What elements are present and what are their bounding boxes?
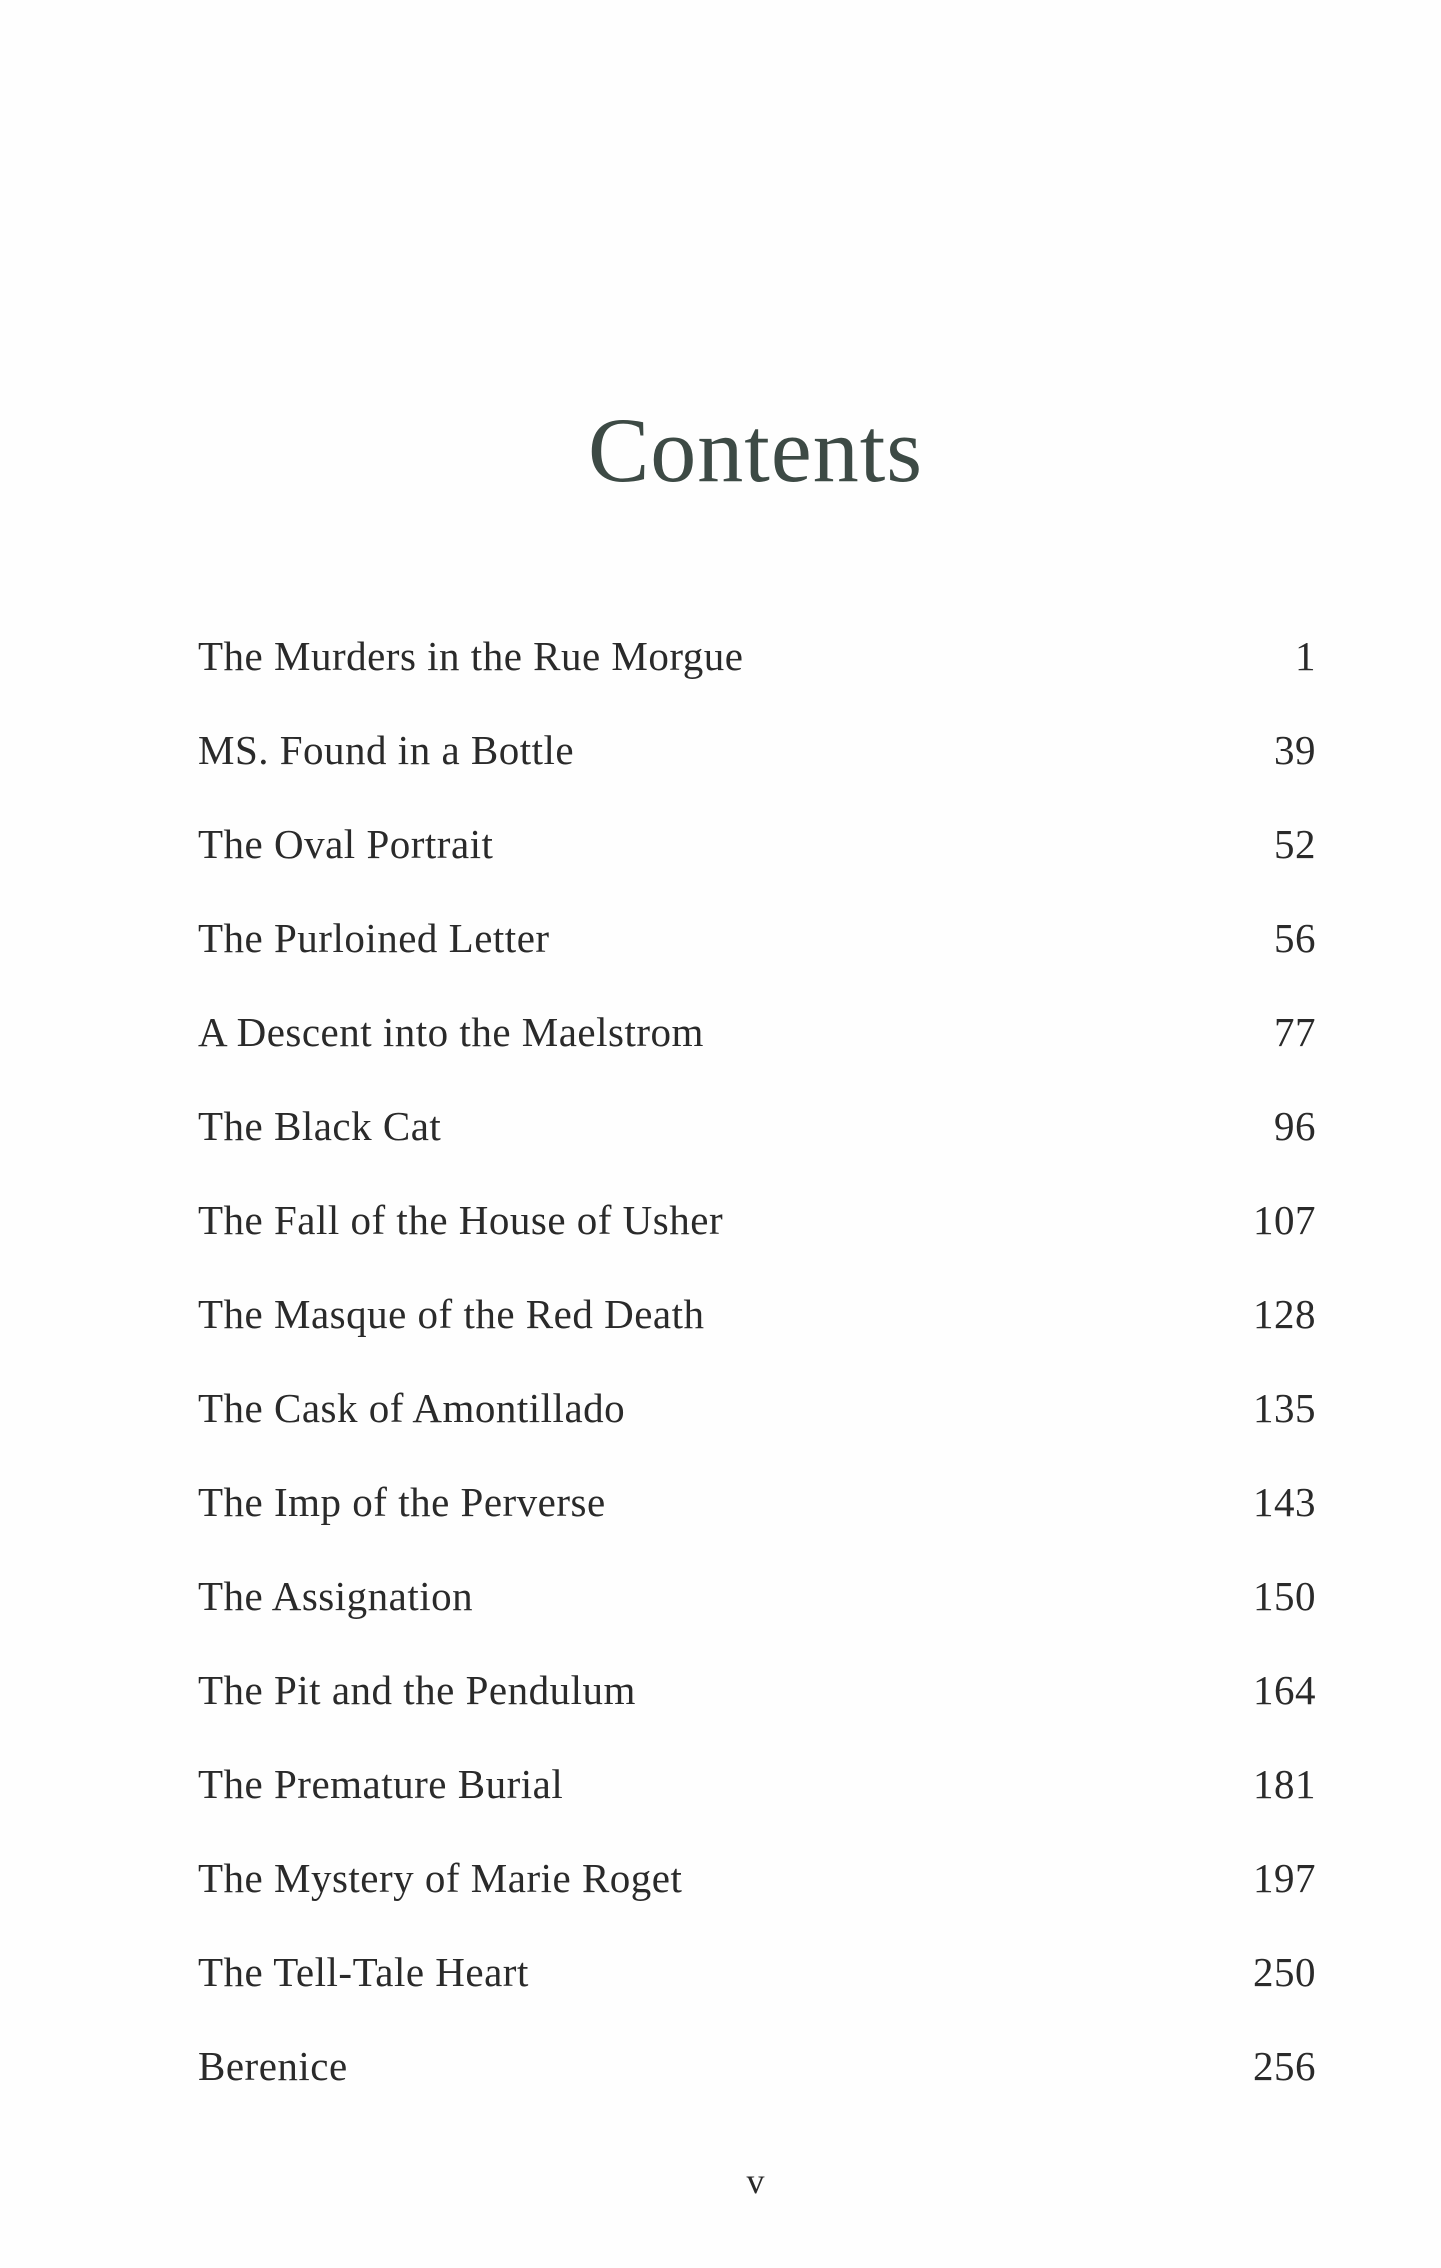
toc-entry-title: The Mystery of Marie Roget <box>198 1855 683 1901</box>
toc-entry <box>198 726 1316 820</box>
toc-entry-title: Berenice <box>198 2043 348 2089</box>
toc-entry <box>198 1760 1316 1854</box>
toc-entry-page: 107 <box>1253 1197 1316 1243</box>
table-of-contents <box>198 632 1316 2136</box>
toc-entry-page: 1 <box>1295 633 1316 679</box>
toc-entry-page: 164 <box>1253 1667 1316 1713</box>
toc-entry-page: 135 <box>1253 1385 1316 1431</box>
toc-entry <box>198 1196 1316 1290</box>
toc-entry-title: The Premature Burial <box>198 1761 564 1807</box>
toc-entry-title: A Descent into the Maelstrom <box>198 1009 704 1055</box>
toc-entry-page: 181 <box>1253 1761 1316 1807</box>
toc-entry-title: The Masque of the Red Death <box>198 1291 705 1337</box>
toc-entry-title: The Murders in the Rue Morgue <box>198 633 744 679</box>
toc-entry-page: 197 <box>1253 1855 1316 1901</box>
toc-entry-page: 39 <box>1274 727 1316 773</box>
toc-entry-title: The Oval Portrait <box>198 821 494 867</box>
toc-entry <box>198 1290 1316 1384</box>
toc-entry-page: 256 <box>1253 2043 1316 2089</box>
toc-entry-title: The Assignation <box>198 1573 474 1619</box>
toc-entry-title: The Fall of the House of Usher <box>198 1197 724 1243</box>
toc-entry-title: The Tell-Tale Heart <box>198 1949 529 1995</box>
toc-entry <box>198 1008 1316 1102</box>
toc-entry-page: 128 <box>1253 1291 1316 1337</box>
toc-entry <box>198 1572 1316 1666</box>
toc-entry <box>198 1102 1316 1196</box>
toc-entry <box>198 1854 1316 1948</box>
toc-entry-page: 150 <box>1253 1573 1316 1619</box>
toc-entry-page: 96 <box>1274 1103 1316 1149</box>
page-title: Contents <box>587 399 924 501</box>
toc-entry <box>198 914 1316 1008</box>
toc-entry <box>198 1666 1316 1760</box>
toc-entry-page: 52 <box>1274 821 1316 867</box>
toc-entry-title: The Imp of the Perverse <box>198 1479 606 1525</box>
toc-entry <box>198 1384 1316 1478</box>
page-number: v <box>746 2161 765 2201</box>
toc-entry-title: MS. Found in a Bottle <box>198 727 575 773</box>
toc-entry <box>198 820 1316 914</box>
toc-entry-page: 250 <box>1253 1949 1316 1995</box>
toc-entry-page: 56 <box>1274 915 1316 961</box>
toc-entry-title: The Pit and the Pendulum <box>198 1667 636 1713</box>
toc-entry <box>198 1948 1316 2042</box>
toc-entry-title: The Purloined Letter <box>198 915 550 961</box>
toc-entry <box>198 1478 1316 1572</box>
toc-entry-page: 77 <box>1274 1009 1316 1055</box>
toc-entry <box>198 2042 1316 2136</box>
toc-entry-title: The Cask of Amontillado <box>198 1385 626 1431</box>
toc-entry-title: The Black Cat <box>198 1103 442 1149</box>
toc-entry-page: 143 <box>1253 1479 1316 1525</box>
toc-entry <box>198 632 1316 726</box>
